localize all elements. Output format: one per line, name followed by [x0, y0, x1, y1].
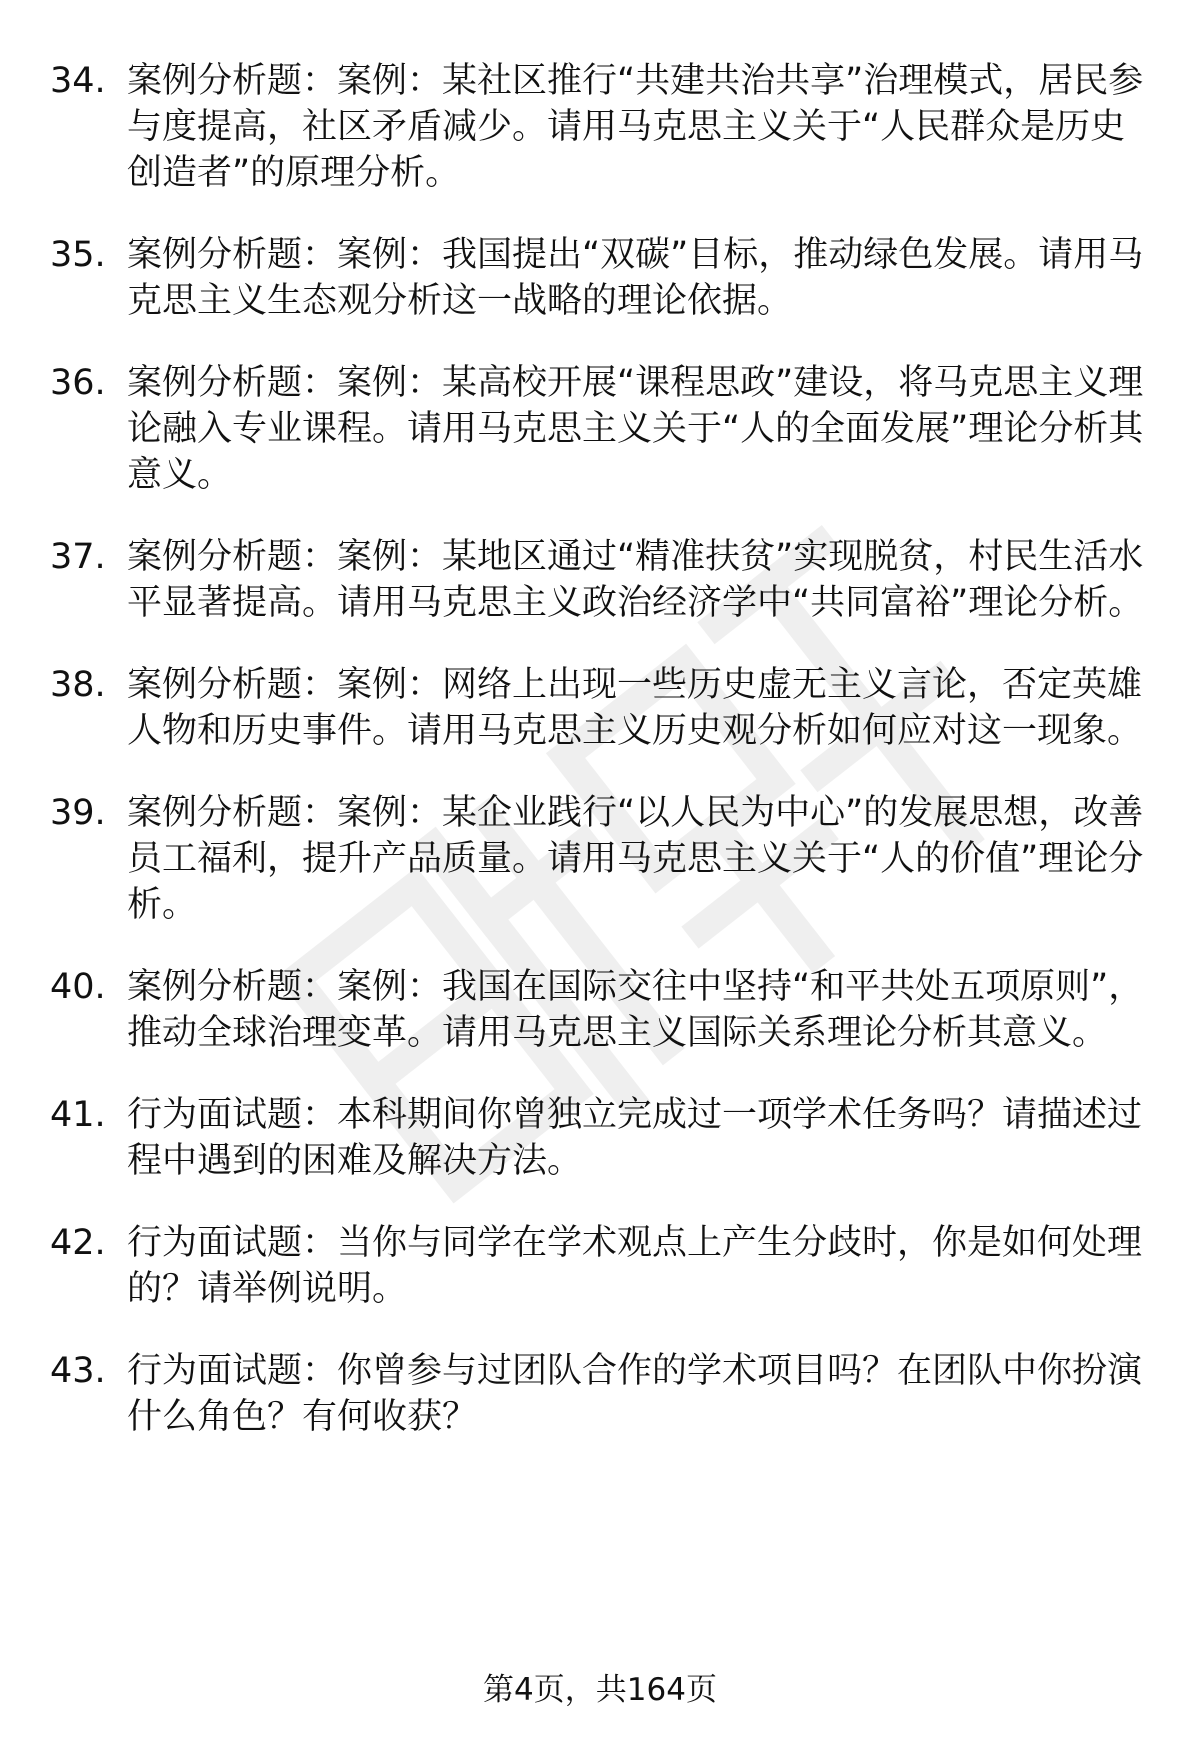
question-text: 案例分析题：案例：我国提出“双碳”目标，推动绿色发展。请用马克思主义生态观分析这一战略的理论依据。: [127, 235, 1144, 321]
question-text: 行为面试题：你曾参与过团队合作的学术项目吗？在团队中你扮演什么角色？有何收获？: [127, 1351, 1143, 1437]
question-item: [50, 1220, 1155, 1312]
question-number: 38.: [50, 665, 106, 705]
question-number: 34.: [50, 61, 106, 101]
question-item: [50, 1092, 1155, 1184]
question-number: 40.: [50, 967, 106, 1007]
question-item: [50, 360, 1155, 498]
question-item: [50, 58, 1155, 196]
question-number: 35.: [50, 235, 106, 275]
question-item: [50, 232, 1155, 324]
question-number: 42.: [50, 1223, 106, 1263]
question-text: 案例分析题：案例：某地区通过“精准扶贫”实现脱贫，村民生活水平显著提高。请用马克思主义政治经济学中“共同富裕”理论分析。: [127, 537, 1144, 623]
page-footer: [0, 1670, 1200, 1710]
question-number: 41.: [50, 1095, 106, 1135]
question-item: [50, 1348, 1155, 1440]
page-number-label: 第4页，共164页: [483, 1672, 717, 1708]
question-item: [50, 662, 1155, 754]
question-text: 行为面试题：当你与同学在学术观点上产生分歧时，你是如何处理的？请举例说明。: [127, 1223, 1143, 1309]
question-item: [50, 964, 1155, 1056]
question-text: 行为面试题：本科期间你曾独立完成过一项学术任务吗？请描述过程中遇到的困难及解决方法。: [127, 1095, 1143, 1181]
question-number: 37.: [50, 537, 106, 577]
question-list: [50, 58, 1155, 1476]
question-text: 案例分析题：案例：某社区推行“共建共治共享”治理模式，居民参与度提高，社区矛盾减少。请用马克思主义关于“人民群众是历史创造者”的原理分析。: [127, 61, 1144, 193]
question-text: 案例分析题：案例：某高校开展“课程思政”建设，将马克思主义理论融入专业课程。请用马克思主义关于“人的全面发展”理论分析其意义。: [127, 363, 1144, 495]
question-text: 案例分析题：案例：某企业践行“以人民为中心”的发展思想，改善员工福利，提升产品质量。请用马克思主义关于“人的价值”理论分析。: [127, 793, 1144, 925]
question-number: 39.: [50, 793, 106, 833]
question-item: [50, 534, 1155, 626]
question-item: [50, 790, 1155, 928]
question-text: 案例分析题：案例：我国在国际交往中坚持“和平共处五项原则”，推动全球治理变革。请用马克思主义国际关系理论分析其意义。: [127, 967, 1144, 1053]
question-text: 案例分析题：案例：网络上出现一些历史虚无主义言论，否定英雄人物和历史事件。请用马克思主义历史观分析如何应对这一现象。: [127, 665, 1143, 751]
question-number: 43.: [50, 1351, 106, 1391]
question-number: 36.: [50, 363, 106, 403]
